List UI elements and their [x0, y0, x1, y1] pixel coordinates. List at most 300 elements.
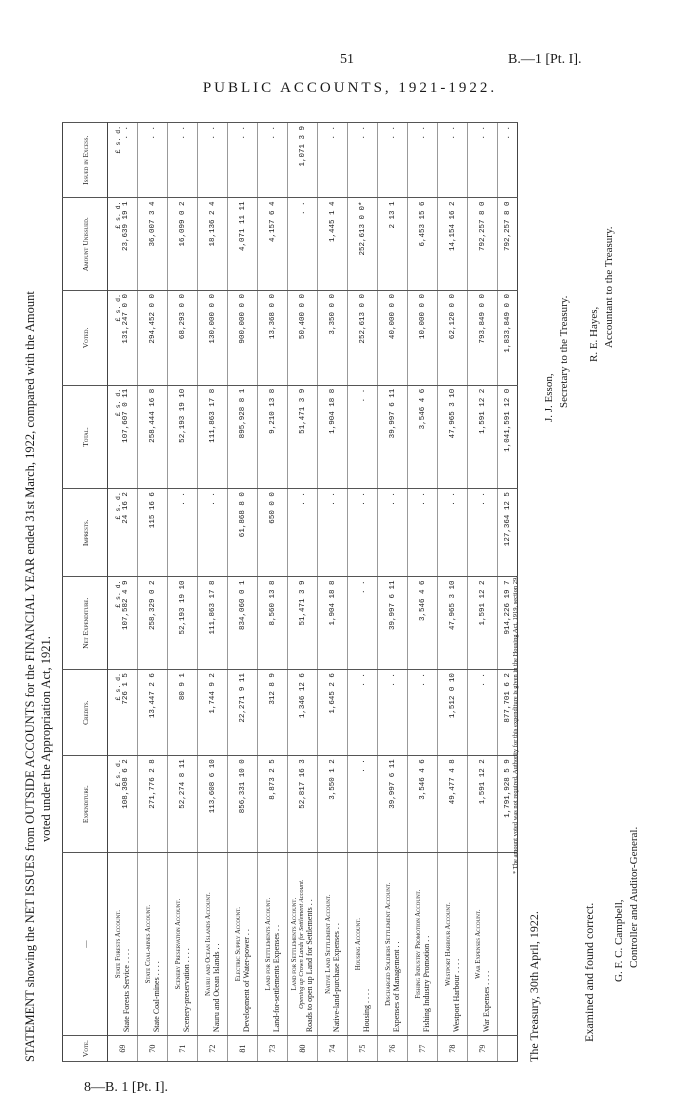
cell-issued-in-excess — [348, 123, 378, 198]
cell-voted — [288, 291, 318, 386]
cell-value: 24 16 2 — [122, 492, 130, 524]
cell-value: 1,904 18 8 — [328, 388, 337, 434]
item-name: Nauru and Ocean Islands . . — [211, 943, 221, 1033]
cell-value: 258,329 0 2 — [148, 580, 157, 630]
cell-total — [378, 385, 408, 488]
cell-value: . . — [448, 492, 457, 506]
cell-value: . . — [358, 126, 367, 140]
cell-imprests: 127,364 12 5 — [498, 489, 518, 577]
cell-voted — [198, 291, 228, 386]
signatory-hayes — [587, 227, 617, 363]
cell-voted — [348, 291, 378, 386]
cell-imprests — [378, 489, 408, 577]
table-row — [318, 123, 348, 1062]
item-name: Development of Water-power . . — [241, 929, 251, 1033]
cell-value: 1,591 12 2 — [478, 759, 487, 805]
cell-value: . . — [478, 492, 487, 506]
cell-issued-in-excess — [198, 123, 228, 198]
cell-item — [348, 853, 378, 1036]
cell-credits — [168, 670, 198, 756]
unit-label: £ s. d. — [115, 673, 122, 701]
cell-value: 51,471 3 9 — [298, 580, 307, 626]
cell-voted — [318, 291, 348, 386]
col-header-total: Total. — [63, 385, 108, 488]
cell-value: . . — [388, 673, 397, 687]
item-name: Roads to open up Land for Settlements . . — [305, 899, 314, 1033]
cell-expenditure — [468, 756, 498, 853]
cell-expenditure — [228, 756, 258, 853]
account-name: State Coal-mines Account. — [144, 904, 152, 984]
cell-net-expenditure — [288, 577, 318, 670]
cell-value: . . — [388, 126, 397, 140]
cell-imprests — [468, 489, 498, 577]
cell-vote: 69 — [108, 1036, 138, 1062]
cell-value: . . — [268, 126, 277, 140]
account-name: Electric Supply Account. — [234, 906, 242, 982]
cell-value: 4,157 6 4 — [268, 201, 277, 242]
cell-value: 52,817 16 3 — [298, 759, 307, 809]
unit-label: £ s. d. — [115, 126, 122, 154]
cell-value: 1,591 12 2 — [478, 580, 487, 626]
statement-heading — [22, 122, 56, 1062]
cell-expenditure — [348, 756, 378, 853]
cell-total — [138, 385, 168, 488]
cell-issued-in-excess: . . — [498, 123, 518, 198]
table-row — [198, 123, 228, 1062]
cell-value: . . — [238, 126, 247, 140]
cell-voted — [258, 291, 288, 386]
cell-issued-in-excess — [408, 123, 438, 198]
cell-value: 3,546 4 6 — [418, 759, 427, 800]
cell-value: 111,863 17 8 — [208, 580, 217, 635]
cell-net-expenditure — [168, 577, 198, 670]
col-header-amount-unissued: Amount Unissued. — [63, 198, 108, 291]
cell-issued-in-excess — [108, 123, 138, 198]
signatory-title: Secretary to the Treasury. — [558, 295, 570, 408]
account-name: State Forests Account. — [114, 910, 122, 979]
cell-value: . . — [358, 492, 367, 506]
cell-value: . . — [388, 492, 397, 506]
cell-value: 52,193 19 10 — [178, 580, 187, 635]
cell-net-expenditure — [378, 577, 408, 670]
cell-total — [318, 385, 348, 488]
cell-total — [258, 385, 288, 488]
cell-item — [438, 853, 468, 1036]
dated-line: The Treasury, 30th April, 1922. — [527, 911, 541, 1062]
cell-value: 13,447 2 6 — [148, 673, 157, 719]
cell-expenditure — [168, 756, 198, 853]
cell-amount-unissued — [198, 198, 228, 291]
cell-credits — [348, 670, 378, 756]
cell-value: 258,444 16 8 — [148, 388, 157, 443]
cell-value: 1,645 2 6 — [328, 673, 337, 714]
cell-value: 39,997 6 11 — [388, 580, 397, 630]
cell-imprests — [138, 489, 168, 577]
cell-imprests — [408, 489, 438, 577]
cell-expenditure — [408, 756, 438, 853]
cell-expenditure — [198, 756, 228, 853]
cell-value: 900,000 0 0 — [238, 294, 247, 344]
cell-net-expenditure: 914,226 19 7 — [498, 577, 518, 670]
cell-value: . . — [358, 759, 367, 773]
cell-value: 107,582 4 9 — [122, 580, 130, 630]
signatory-title: Accountant to the Treasury. — [603, 226, 615, 348]
cell-credits — [108, 670, 138, 756]
table-row — [438, 123, 468, 1062]
cell-voted — [438, 291, 468, 386]
cell-value: 68,293 0 0 — [178, 294, 187, 340]
cell-item — [198, 853, 228, 1036]
cell-issued-in-excess — [258, 123, 288, 198]
rotated-statement — [22, 122, 672, 1062]
cell-value: 115 16 6 — [148, 492, 157, 529]
table-row — [258, 123, 288, 1062]
item-name: State Forests Service . . . . — [121, 949, 131, 1033]
item-name: Scenery-preservation . . . . — [181, 948, 191, 1033]
cell-value: . . — [478, 126, 487, 140]
cell-amount-unissued — [258, 198, 288, 291]
cell-issued-in-excess — [468, 123, 498, 198]
cell-imprests — [348, 489, 378, 577]
table-row — [228, 123, 258, 1062]
cell-expenditure — [108, 756, 138, 853]
cell-value: 1,744 9 2 — [208, 673, 217, 714]
cell-value: 39,997 6 11 — [388, 759, 397, 809]
cell-item — [498, 853, 518, 1036]
cell-value: 1,445 1 4 — [328, 201, 337, 242]
cell-value: . . — [122, 126, 130, 140]
cell-value: 22,271 9 11 — [238, 673, 247, 723]
cell-value: 108,308 6 2 — [122, 759, 130, 809]
cell-value: 252,613 0 0* — [358, 201, 367, 256]
cell-expenditure — [258, 756, 288, 853]
unit-label: £ s. d. — [115, 580, 122, 608]
cell-value: . . — [418, 492, 427, 506]
col-header-issued-in-excess: Issued in Excess. — [63, 123, 108, 198]
cell-voted — [408, 291, 438, 386]
cell-value: 792,257 8 0 — [478, 201, 487, 251]
cell-value: 49,477 4 8 — [448, 759, 457, 805]
cell-total — [468, 385, 498, 488]
cell-item — [168, 853, 198, 1036]
col-header-net-expenditure: Net Expenditure. — [63, 577, 108, 670]
cell-vote: 79 — [468, 1036, 498, 1062]
account-name: Scenery Preservation Account. — [174, 898, 182, 990]
cell-item — [468, 853, 498, 1036]
cell-item — [408, 853, 438, 1036]
footnote: * The amount voted was not required. Authority for this expenditure is given in the Housing Act, 1919, section 29. — [512, 576, 519, 874]
cell-value: 2 13 1 — [388, 201, 397, 229]
cell-value: 39,997 6 11 — [388, 388, 397, 439]
cell-issued-in-excess — [438, 123, 468, 198]
cell-item — [228, 853, 258, 1036]
cell-vote: 80 — [288, 1036, 318, 1062]
cell-item — [288, 853, 318, 1036]
item-name: Fishing Industry Promotion . . — [421, 935, 431, 1033]
cell-imprests — [288, 489, 318, 577]
cell-value: 793,849 0 0 — [478, 294, 487, 344]
accounts-table — [62, 122, 518, 1062]
cell-total: 1,041,591 12 0 — [498, 385, 518, 488]
cell-expenditure — [318, 756, 348, 853]
account-name: Native Land Settlement Account. — [324, 894, 332, 994]
cell-value: 61,868 8 0 — [238, 492, 247, 538]
cell-value: 62,120 0 0 — [448, 294, 457, 340]
cell-value: 252,613 0 0 — [358, 294, 367, 344]
cell-vote: 75 — [348, 1036, 378, 1062]
table-row — [168, 123, 198, 1062]
cell-expenditure — [378, 756, 408, 853]
cell-value: 52,193 19 10 — [178, 388, 187, 443]
cell-vote: 70 — [138, 1036, 168, 1062]
cell-imprests — [258, 489, 288, 577]
cell-value: 3,546 4 6 — [418, 388, 427, 430]
signatory-esson — [542, 296, 572, 422]
cell-value: 36,007 3 4 — [148, 201, 157, 247]
account-name: Westport Harbour Account. — [444, 902, 452, 986]
cell-value: 8,560 13 8 — [268, 580, 277, 626]
cell-total — [198, 385, 228, 488]
statement-line-1: STATEMENT showing the NET ISSUES from OUTSIDE ACCOUNTS for the FINANCIAL YEAR ended 31st March, 1922, compared with the Amount — [23, 291, 37, 1062]
cell-imprests — [198, 489, 228, 577]
cell-vote: 71 — [168, 1036, 198, 1062]
cell-value: 1,071 3 9 — [298, 126, 307, 167]
col-header-expenditure: Expenditure. — [63, 756, 108, 853]
cell-total — [108, 385, 138, 488]
cell-value: 131,247 0 0 — [122, 294, 130, 344]
cell-imprests — [318, 489, 348, 577]
cell-credits — [468, 670, 498, 756]
item-name: War Expenses . . . . — [481, 970, 491, 1033]
cell-credits — [228, 670, 258, 756]
cell-value: 271,776 2 8 — [148, 759, 157, 809]
cell-amount-unissued — [288, 198, 318, 291]
cell-amount-unissued — [108, 198, 138, 291]
footer-reference: 8—B. 1 [Pt. I]. — [84, 1080, 168, 1095]
unit-label: £ s. d. — [115, 759, 122, 787]
cell-total — [348, 385, 378, 488]
cell-value: 3,350 0 0 — [328, 294, 337, 335]
page-number: 51 — [340, 52, 354, 67]
cell-value: . . — [358, 388, 367, 403]
cell-vote — [498, 1036, 518, 1062]
cell-value: 312 8 9 — [268, 673, 277, 705]
account-name: Land for Settlements Account. — [291, 897, 298, 991]
cell-value: . . — [418, 673, 427, 687]
cell-value: 650 0 0 — [268, 492, 277, 524]
cell-value: 10,000 0 0 — [418, 294, 427, 340]
cell-value: . . — [358, 580, 367, 594]
page-reference: B.—1 [Pt. I]. — [508, 52, 582, 67]
cell-net-expenditure — [228, 577, 258, 670]
account-name: Housing Account. — [354, 917, 362, 971]
cell-issued-in-excess — [378, 123, 408, 198]
cell-expenditure — [138, 756, 168, 853]
cell-value: 6,453 15 6 — [418, 201, 427, 247]
cell-item — [318, 853, 348, 1036]
cell-vote: 72 — [198, 1036, 228, 1062]
cell-value: . . — [358, 673, 367, 687]
cell-net-expenditure — [348, 577, 378, 670]
cell-net-expenditure — [258, 577, 288, 670]
cell-item — [258, 853, 288, 1036]
cell-imprests — [438, 489, 468, 577]
cell-credits — [438, 670, 468, 756]
table-row — [408, 123, 438, 1062]
cell-value: 3,550 1 2 — [328, 759, 337, 800]
table-row — [348, 123, 378, 1062]
account-name: Land for Settlements Account. — [264, 897, 272, 991]
cell-net-expenditure — [198, 577, 228, 670]
cell-imprests — [168, 489, 198, 577]
cell-amount-unissued — [138, 198, 168, 291]
cell-issued-in-excess — [138, 123, 168, 198]
statement-line-2: voted under the Appropriation Act, 1921. — [39, 636, 53, 842]
cell-value: 4,071 11 11 — [238, 201, 247, 251]
cell-value: 16,099 0 2 — [178, 201, 187, 247]
cell-value: 18,136 2 4 — [208, 201, 217, 247]
cell-credits — [258, 670, 288, 756]
cell-issued-in-excess — [318, 123, 348, 198]
cell-credits — [138, 670, 168, 756]
cell-net-expenditure — [108, 577, 138, 670]
item-name: Native-land-purchase Expenses . . — [331, 923, 341, 1033]
cell-amount-unissued — [228, 198, 258, 291]
cell-value: 1,346 12 6 — [298, 673, 307, 719]
cell-value: . . — [418, 126, 427, 140]
cell-vote: 78 — [438, 1036, 468, 1062]
col-header-credits: Credits. — [63, 670, 108, 756]
cell-value: 856,331 10 0 — [238, 759, 247, 814]
cell-value: 40,000 0 0 — [388, 294, 397, 340]
item-name: Housing . . . . — [361, 989, 371, 1033]
cell-value: 51,471 3 9 — [298, 388, 307, 434]
cell-value: . . — [328, 126, 337, 140]
cell-value: 1,512 0 10 — [448, 673, 457, 719]
cell-value: 13,368 0 0 — [268, 294, 277, 340]
cell-value: 895,928 8 1 — [238, 388, 247, 439]
cell-net-expenditure — [468, 577, 498, 670]
unit-label: £ s. d. — [115, 201, 122, 229]
cell-net-expenditure — [408, 577, 438, 670]
cell-amount-unissued — [438, 198, 468, 291]
cell-vote: 74 — [318, 1036, 348, 1062]
account-name: War Expenses Account. — [474, 909, 482, 979]
cell-imprests — [228, 489, 258, 577]
account-name: Fishing Industry Promotion Account. — [414, 889, 422, 999]
signatory-name: R. E. Hayes, — [588, 306, 600, 362]
cell-value: . . — [478, 673, 487, 687]
item-name: State Coal-mines . . . . — [151, 961, 161, 1033]
accounts-table-body — [108, 123, 518, 1062]
table-row — [468, 123, 498, 1062]
examined-line: Examined and found correct. — [582, 902, 596, 1042]
cell-net-expenditure — [138, 577, 168, 670]
cell-value: 130,000 0 0 — [208, 294, 217, 344]
unit-label: £ s. d. — [115, 492, 122, 520]
cell-total — [228, 385, 258, 488]
signatory-title: Controller and Auditor-General. — [628, 826, 640, 968]
table-row — [378, 123, 408, 1062]
unit-label: £ s. d. — [115, 388, 122, 417]
cell-value: 726 1 5 — [122, 673, 130, 705]
cell-amount-unissued — [468, 198, 498, 291]
cell-amount-unissued: 792,257 8 0 — [498, 198, 518, 291]
cell-total — [408, 385, 438, 488]
cell-value: 111,863 17 8 — [208, 388, 217, 443]
cell-value: . . — [298, 201, 307, 215]
cell-item — [108, 853, 138, 1036]
cell-value: 50,400 0 0 — [298, 294, 307, 340]
cell-value: 834,060 0 1 — [238, 580, 247, 630]
cell-amount-unissued — [348, 198, 378, 291]
cell-issued-in-excess — [288, 123, 318, 198]
cell-voted — [138, 291, 168, 386]
cell-voted — [108, 291, 138, 386]
account-name: Discharged Soldiers Settlement Account. — [384, 882, 392, 1006]
cell-item — [138, 853, 168, 1036]
col-header-imprests: Imprests. — [63, 489, 108, 577]
cell-voted — [468, 291, 498, 386]
col-header-vote: Vote. — [63, 1036, 108, 1062]
cell-vote: 81 — [228, 1036, 258, 1062]
cell-credits — [318, 670, 348, 756]
table-row — [138, 123, 168, 1062]
cell-expenditure: 1,791,928 5 9 — [498, 756, 518, 853]
cell-value: 294,452 0 0 — [148, 294, 157, 344]
signatory-campbell — [612, 827, 642, 982]
unit-label: £ s. d. — [115, 294, 122, 322]
cell-expenditure — [288, 756, 318, 853]
cell-total — [288, 385, 318, 488]
cell-value: 14,154 16 2 — [448, 201, 457, 251]
cell-imprests — [108, 489, 138, 577]
cell-net-expenditure — [438, 577, 468, 670]
col-header-voted: Voted. — [63, 291, 108, 386]
cell-value: . . — [178, 126, 187, 140]
cell-vote: 73 — [258, 1036, 288, 1062]
public-accounts-title: PUBLIC ACCOUNTS, 1921-1922. — [202, 80, 498, 96]
signatory-name: J. J. Esson, — [543, 373, 555, 422]
cell-total — [438, 385, 468, 488]
account-subhead: Opening up Crown Lands for Settlement Account. — [298, 879, 305, 1009]
cell-credits — [198, 670, 228, 756]
cell-value: 1,904 18 8 — [328, 580, 337, 626]
account-name: Nauru and Ocean Islands Account. — [204, 892, 212, 996]
cell-value: 47,965 3 10 — [448, 580, 457, 630]
cell-item — [378, 853, 408, 1036]
cell-value: 52,274 8 11 — [178, 759, 187, 809]
item-name: Land-for-settlements Expenses . . — [271, 925, 281, 1033]
cell-credits — [378, 670, 408, 756]
cell-amount-unissued — [318, 198, 348, 291]
cell-value: 113,608 6 10 — [208, 759, 217, 814]
cell-value: . . — [448, 126, 457, 140]
cell-voted: 1,833,849 0 0 — [498, 291, 518, 386]
cell-vote: 77 — [408, 1036, 438, 1062]
cell-value: 3,546 4 6 — [418, 580, 427, 621]
cell-amount-unissued — [168, 198, 198, 291]
cell-voted — [228, 291, 258, 386]
cell-issued-in-excess — [228, 123, 258, 198]
cell-value: 23,639 19 1 — [122, 201, 130, 251]
cell-vote: 76 — [378, 1036, 408, 1062]
cell-credits: 877,701 6 2 — [498, 670, 518, 756]
col-header-item: — — [63, 853, 108, 1036]
cell-value: 9,210 13 8 — [268, 388, 277, 434]
item-name: Expenses of Management . . — [391, 941, 401, 1033]
cell-value: 8,873 2 5 — [268, 759, 277, 800]
